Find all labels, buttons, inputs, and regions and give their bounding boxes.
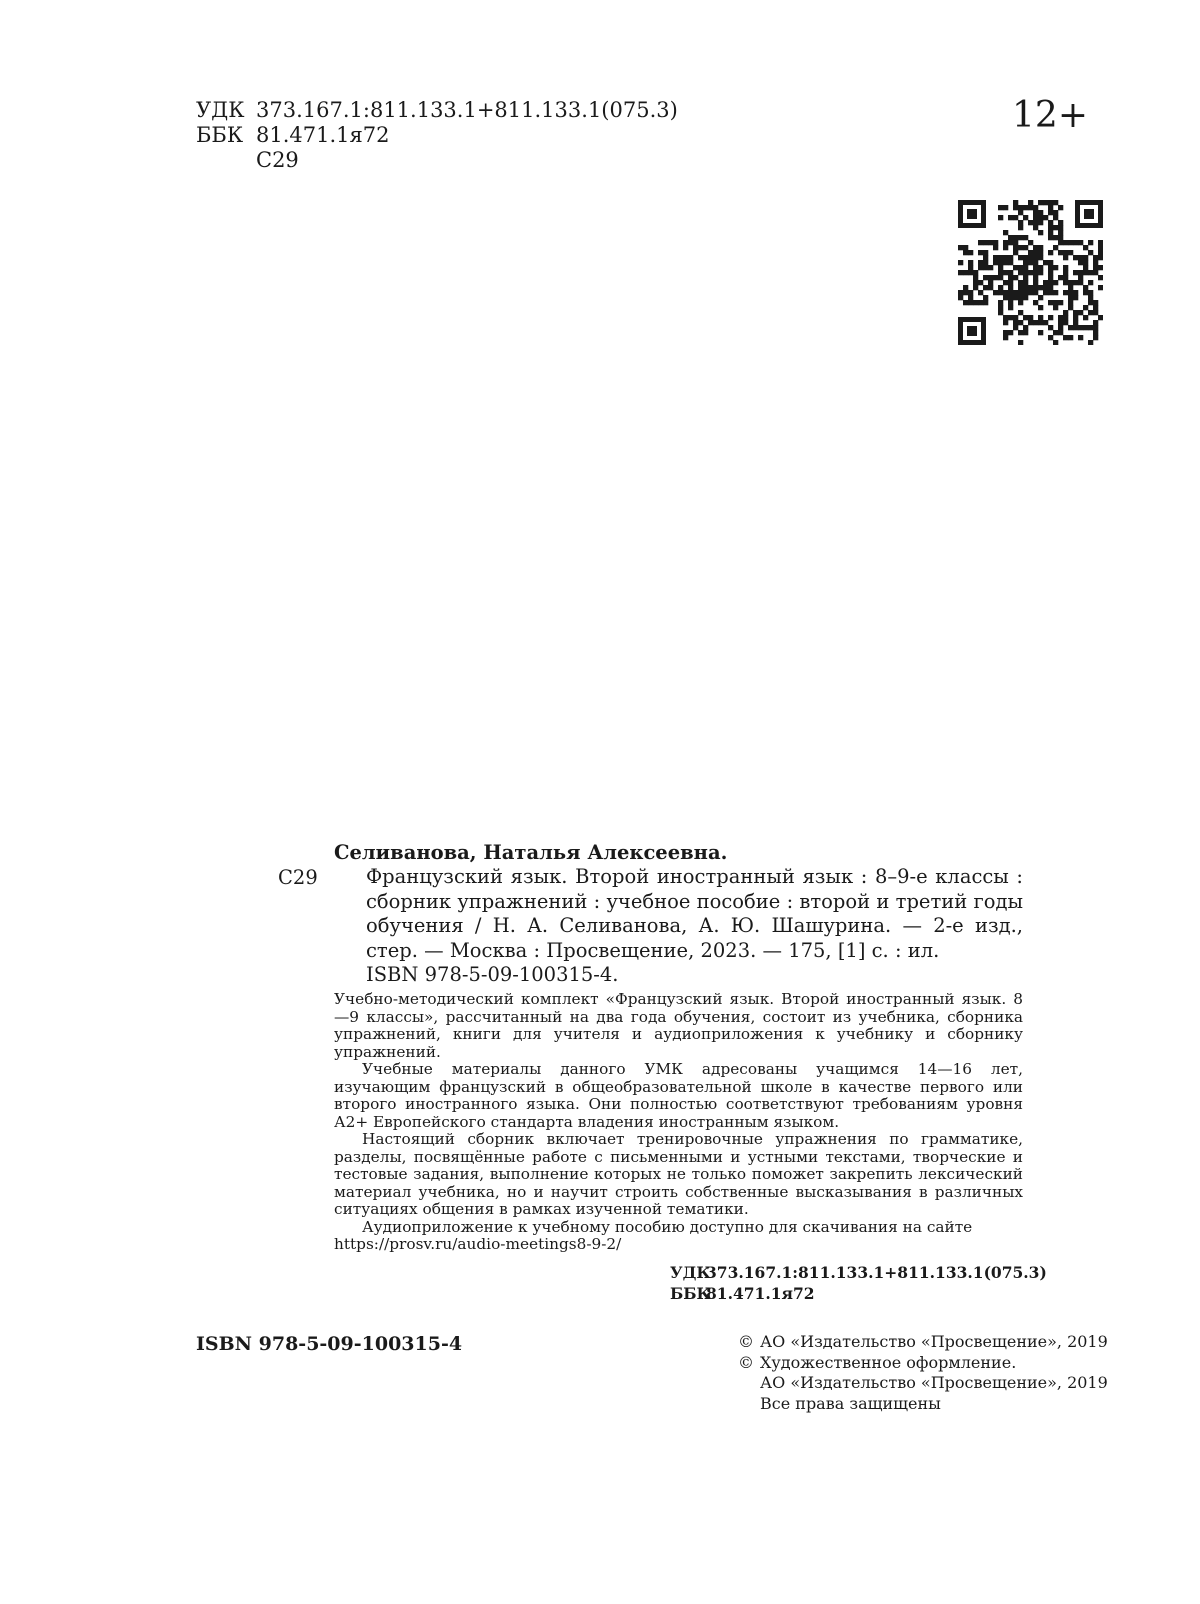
- card-classification-codes: [670, 1262, 1047, 1304]
- card-bbk-value: 81.471.1я72: [706, 1284, 815, 1303]
- card-udk-value: 373.167.1:811.133.1+811.133.1(075.3): [706, 1263, 1047, 1282]
- annotation-paragraph: Аудиоприложение к учебному пособию доступно для скачивания на сайте: [362, 1217, 973, 1236]
- author-mark: С29: [256, 148, 299, 172]
- card-author: Селиванова, Наталья Алексеевна.: [334, 841, 728, 864]
- copyright-block: [738, 1332, 1108, 1414]
- age-rating: 12+: [1012, 95, 1088, 136]
- card-author-code: С29: [278, 866, 318, 889]
- bbk-label: ББК: [196, 123, 244, 147]
- copyright-line: АО «Издательство «Просвещение», 2019: [760, 1373, 1108, 1392]
- card-udk-label: УДК: [670, 1263, 711, 1282]
- qr-code-icon: [958, 200, 1103, 345]
- rights-reserved: Все права защищены: [760, 1393, 941, 1413]
- copyright-line: Художественное оформление.: [760, 1352, 1017, 1372]
- udk-value: 373.167.1:811.133.1+811.133.1(075.3): [256, 98, 678, 122]
- annotation-paragraph: Настоящий сборник включает тренировочные упражнения по грамматике, разделы, посвящённые работе с письменными и устными текстами, творческие и тестовые задания, выполнение которых не только поможет закрепить лексический материал учебника, но и научит строить собственные высказывания в различных ситуациях общения в рамках изученной тематики.: [334, 1130, 1023, 1218]
- copyright-symbol: ©: [738, 1352, 754, 1372]
- annotation: [334, 991, 1023, 1254]
- card-isbn: ISBN 978-5-09-100315-4.: [366, 963, 619, 986]
- copyright-line: АО «Издательство «Просвещение», 2019: [760, 1332, 1108, 1351]
- bbk-value: 81.471.1я72: [256, 123, 390, 147]
- annotation-paragraph: Учебно-методический комплект «Французский язык. Второй иностранный язык. 8—9 классы», рассчитанный на два года обучения, состоит из учебника, сборника упражнений, книги для учителя и аудиоприложения к учебнику и сборнику упражнений.: [334, 990, 1023, 1061]
- footer-isbn: ISBN 978-5-09-100315-4: [196, 1333, 463, 1355]
- bibliographic-description: Французский язык. Второй иностранный язык : 8–9-е классы : сборник упражнений : учебное пособие : второй и третий годы обучения / Н. А. Селиванова, А. Ю. Шашурина. — 2-е изд., стер. — Москва : Просвещение, 2023. — 175, [1] с. : ил.: [366, 865, 1023, 962]
- card-bbk-label: ББК: [670, 1284, 711, 1303]
- copyright-symbol: ©: [738, 1332, 754, 1351]
- udk-label: УДК: [196, 98, 245, 122]
- top-classification-codes: [196, 98, 678, 173]
- annotation-paragraph: Учебные материалы данного УМК адресованы учащимся 14—16 лет, изучающим французский в общеобразовательной школе в качестве первого или второго иностранного языка. Они полностью соответствуют требованиям уровня А2+ Европейского стандарта владения иностранным языком.: [334, 1060, 1023, 1131]
- audio-url: https://prosv.ru/audio-meetings8-9-2/: [334, 1235, 622, 1253]
